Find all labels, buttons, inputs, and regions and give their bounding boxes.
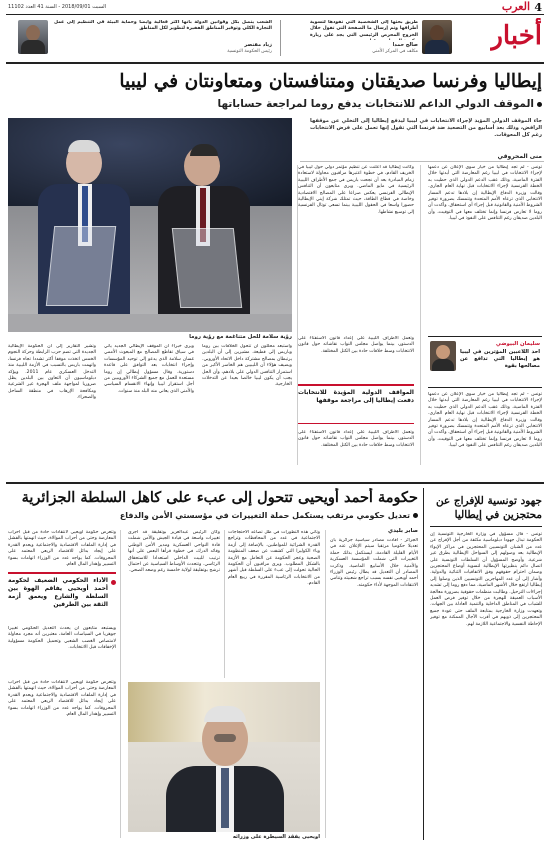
- bullet-icon: [111, 580, 116, 585]
- lead-pullquote: [298, 384, 414, 424]
- second-body-col5: ويستبعد متابعون أن يحدث التعديل الحكومي تغييرا جوهريا في السياسات العامة، معتبرين أنه مجرد محاولة لامتصاص الغضب الشعبي وتحميل الحكومة مسؤولية الإخفاقات قبل الانتخابات.: [8, 626, 116, 651]
- paper-name: العرب: [501, 0, 530, 13]
- columnist-quote: أحد اللاعبين المؤثرين في ليبيا هو إيطاليا التي تدافع عن مصالحها بقوة: [460, 349, 540, 369]
- columnist-avatar: [430, 341, 456, 371]
- lead-subhead-text: الموقف الدولي الداعم للانتخابات يدفع روما لمراجعة حساباتها: [217, 98, 534, 110]
- second-body-col4: وتتعرض حكومة أويحيى لانتقادات حادة من قبل أحزاب المعارضة وحتى من أحزاب الموالاة، حيث اتهمتها بالفشل في إدارة الملفات الاقتصادية والاجتماعية وبعدم القدرة على إيجاد بدائل للاقتصاد الريعي المعتمد على المحروقات. كما يواجه عدد من الوزراء اتهامات بسوء التسيير وإهدار المال العام.: [8, 530, 116, 568]
- name-right: صالح حمدا: [392, 42, 418, 48]
- lead-body-col1: تونس - لم تجد إيطاليا من خيار سوى الإعلان عن دعمها لإجراء الانتخابات في ليبيا رغم المعارضة التي أبدتها خلال الفترة الماضية، وذلك عقب الدعم الدولي الذي حظيت به الخطة الفرنسية لإجراء الانتخابات قبل نهاية العام الجاري. وقالت وزيرة الدفاع الإيطالية إن بلادها تدعم المسار الانتخابي الذي ترعاه الأمم المتحدة وتتمسك بضرورة توفير الشروط الأمنية والقانونية قبل إجراء أي استحقاق. وأكدت أن روما لا تعارض فرنسا وإنما تختلف معها في التوقيت، وأن البلدين صديقان رغم التنافس على النفوذ في ليبيا.: [428, 165, 542, 222]
- quote-left: الشعب يتصل بكل وقوانين الدولة بأنها أكثر فعالية وأيضا وحماية البيئة في التنظيم إلى عمل التجارة الكلي وتوفير المناطق الفقيرة لتطوير لكل المناطق: [54, 20, 272, 32]
- avatar-left: [18, 20, 48, 54]
- lead-byline: منى المحروقي: [497, 153, 542, 160]
- masthead: [0, 0, 550, 14]
- lead-body-col3: وتشير التقارير إلى أن الحكومة الإيطالية الجديدة التي تضم حزب الرابطة وحركة النجوم الخمس اتخذت موقفا أكثر تشددا تجاه فرنسا، واتهمت باريس بالتسبب في الأزمة الليبية منذ التدخل العسكري عام 2011. ويؤكد دبلوماسيون أن التعاون بين البلدين يظل ضروريا لمواجهة ملف الهجرة غير الشرعية ومكافحة الإرهاب في منطقة الساحل والصحراء.: [8, 344, 96, 401]
- second-byline: صابر بليدي: [387, 528, 418, 534]
- avatar-right: [422, 20, 452, 54]
- role-left: رئيس الحكومة التونسية: [227, 49, 272, 54]
- name-left: زياد مقتصر: [244, 42, 272, 48]
- page-number: 4: [534, 1, 542, 14]
- role-right: مكلف في المركز الأمني: [372, 49, 418, 54]
- columnist-name: سليمان البيوضي: [495, 341, 540, 347]
- columnist-box: [428, 336, 542, 388]
- top-strip: [6, 16, 544, 60]
- lead-intro: جاء الموقف الدولي المؤيد لإجراء الانتخابات في ليبيا ليدفع إيطاليا إلى التخلي عن موقفها الرافض، وذلك بعد أسابيع من التصعيد ضد فرنسا التي تقول إنها تعمل على فرض الانتخابات رغم كل المعوقات.: [310, 118, 542, 138]
- bullet-icon: [537, 102, 542, 107]
- second-subhead: [8, 510, 418, 522]
- second-body-col1: الجزائر - أفادت مصادر سياسية جزائرية بأن تعديلا حكوميا مرتقبا سيتم الإعلان عنه في الأيام القليلة القادمة، ليستكمل بذلك حملة التغييرات التي شملت المؤسسة العسكرية والأمنية خلال الأسابيع الماضية. وذكرت المصادر أن التعديل قد يطال رئيس الوزراء أحمد أويحيى نفسه بسبب تراجع شعبيته وتنامي الانتقادات الموجهة لأداء حكومته.: [330, 538, 418, 588]
- second-body-col3: وكان الرئيس عبدالعزيز بوتفليقة قد أجرى تغييرات واسعة في قيادة الجيش والأمن شملت قادة النواحي العسكرية ومدير الأمن الوطني وقائد الدرك، في خطوة قرأها البعض على أنها ترتيب للبيت الداخلي استعدادا للاستحقاق الرئاسي. وتتحدث الأوساط السياسية عن احتمال ترشح بوتفليقة لولاية خامسة رغم وضعه الصحي.: [128, 530, 220, 574]
- lead-pullquote-text: المواقف الدولية المؤيدة للانتخابات دفعت إيطاليا إلى مراجعة موقفها: [298, 389, 414, 404]
- lead-subhead: [8, 97, 542, 111]
- bullet-icon: [413, 513, 418, 518]
- lead-photo: [8, 118, 292, 332]
- second-subhead-text: تعديل حكومي مرتقب يستكمل حملة التغييرات في مؤسستي الأمن والدفاع: [119, 511, 410, 520]
- lead-body-col6: وتعمل الأطراف الليبية على إعداد قانون الاستفتاء على الدستور، بينما يواصل مجلس النواب نقاشاته حول قانون الانتخابات وسط خلافات حادة بين الكتل المختلفة.: [298, 336, 414, 354]
- second-headline: حكومة أحمد أويحيى تتحول إلى عبء على كاهل السلطة الجزائرية: [21, 489, 418, 506]
- quote-right: طريق بحثها إلى الشخصية التي تقودها لتسوية أطرافها وتم إرسال ما الصفحة التي تقول خلال الخروج المحرض الرئيسي التي يجد على زيارة: [310, 20, 418, 38]
- lead-photo-caption: رؤية سلامة للحل متناغمة مع رؤية روما: [189, 334, 292, 340]
- lead-body-col1b: تونس - لم تجد إيطاليا من خيار سوى الإعلان عن دعمها لإجراء الانتخابات في ليبيا رغم المعارضة التي أبدتها خلال الفترة الماضية، وذلك عقب الدعم الدولي الذي حظيت به الخطة الفرنسية لإجراء الانتخابات قبل نهاية العام الجاري. وقالت وزيرة الدفاع الإيطالية إن بلادها تدعم المسار الانتخابي الذي ترعاه الأمم المتحدة وتتمسك بضرورة توفير الشروط الأمنية والقانونية قبل إجراء أي استحقاق. وأكدت أن روما لا تعارض فرنسا وإنما تختلف معها في التوقيت، وأن البلدين صديقان رغم التنافس على النفوذ في ليبيا.: [428, 392, 542, 449]
- side-headline: جهود تونسية للإفراج عن محتجزين في إيطاليا: [435, 495, 542, 521]
- second-pullquote: [8, 572, 116, 622]
- second-photo-caption: أويحيى يفقد السيطرة على وزرائه: [232, 834, 320, 840]
- side-body: تونس - قال مسؤول في وزارة الخارجية التونسية إن الحكومة تبذل جهودا دبلوماسية مكثفة من أجل الإفراج عن عدد من الشبان التونسيين المحتجزين في مراكز الإيواء الإيطالية بعد وصولهم إلى السواحل الإيطالية بطرق غير شرعية. وأوضح المسؤول أن السلطات التونسية على اتصال دائم بنظيرتها الإيطالية لتسوية أوضاع المحتجزين وضمان احترام حقوقهم وفق الاتفاقيات الثنائية والدولية. وأشار إلى أن عدد المهاجرين التونسيين الذين وصلوا إلى إيطاليا ارتفع خلال الأشهر الماضية، مما دفع روما إلى تشديد إجراءات الترحيل. وطالبت منظمات حقوقية بضرورة معالجة الأسباب العميقة للهجرة من خلال توفير فرص العمل للشباب في المناطق الداخلية والتنمية العادلة بين الجهات. وتعهدت وزارة الخارجية بمتابعة الملف حتى عودة جميع المحتجزين إلى ذويهم في أقرب الآجال الممكنة مع توفير الإحاطة النفسية والاجتماعية اللازمة لهم.: [430, 532, 542, 627]
- section-title: أخبار: [490, 21, 542, 51]
- lead-body-col4: ويرى خبراء أن الموقف الإيطالي الجديد يأتي في سياق تقاطع المصالح مع المبعوث الأممي غسان سلامة الذي يدعو إلى توحيد المؤسسات وإجراء انتخابات بعد التوافق على قاعدة دستورية. وقال مسؤول إيطالي إن روما مستعدة للعمل مع جميع الشركاء الأوروبيين من أجل استقرار ليبيا وإنهاء الانقسام السياسي والأمني الذي يعاني منه البلد منذ سنوات.: [104, 344, 194, 394]
- lead-headline: إيطاليا وفرنسا صديقتان ومتنافستان ومتعاونتان في ليبيا: [119, 71, 542, 92]
- lead-body-col2: وكانت إيطاليا قد أعلنت عن تنظيم مؤتمر دولي حول ليبيا في الخريف القادم، في خطوة اعتبرها مراقبون محاولة لاستعادة زمام المبادرة بعد أن نجحت باريس في جمع الأطراف الليبية الرئيسية في مايو الماضي. ويرى متابعون أن التنافس الإيطالي الفرنسي يعكس صراعا على المصالح الاقتصادية وخاصة في قطاع الطاقة، حيث تمتلك شركة إيني الإيطالية حضورا واسعا في الحقول الليبية بينما تسعى توتال الفرنسية إلى توسيع نشاطها.: [298, 165, 414, 215]
- second-pullquote-text: الأداء الحكومي الضعيف لحكومة أحمد أويحيى يفاقم الهوة بين السلطة والشارع ويعمق أزمة الثقة بين الطرفين: [8, 577, 108, 608]
- second-photo: [128, 682, 320, 832]
- lead-body-col5: واستبعد محللون أن تتحول الخلافات بين روما وباريس إلى قطيعة، مشيرين إلى أن البلدين يرتبطان بمصالح مشتركة داخل الاتحاد الأوروبي. ويضيف هؤلاء أن الليبيين هم الخاسر الأكبر من استمرار التنافس الدولي على بلادهم، وأن الحل يجب أن يكون ليبيا خالصا بعيدا عن التدخلات الخارجية.: [202, 344, 292, 388]
- lead-body-col6b: وتعمل الأطراف الليبية على إعداد قانون الاستفتاء على الدستور، بينما يواصل مجلس النواب نقاشاته حول قانون الانتخابات وسط خلافات حادة بين الكتل المختلفة.: [298, 430, 414, 448]
- second-body-col2: وتأتي هذه التطورات في ظل تصاعد الاحتجاجات الاجتماعية في عدد من المحافظات وتراجع القدرة الشرائية للمواطنين، بالإضافة إلى أزمة وباء الكوليرا التي كشفت عن ضعف المنظومة الصحية وعجز الحكومة عن التعامل مع الأزمة بالشكل المطلوب. ويرى مراقبون أن الحكومة الحالية تحولت إلى عبء على السلطة قبل أشهر من الانتخابات الرئاسية المقررة في ربيع العام القادم.: [228, 530, 320, 587]
- date-line: السبت 2018/09/01 - السنة 41 العدد 11102: [8, 4, 106, 10]
- second-body-col4b: وتتعرض حكومة أويحيى لانتقادات حادة من قبل أحزاب المعارضة وحتى من أحزاب الموالاة، حيث اتهمتها بالفشل في إدارة الملفات الاقتصادية والاجتماعية وبعدم القدرة على إيجاد بدائل للاقتصاد الريعي المعتمد على المحروقات. كما يواجه عدد من الوزراء اتهامات بسوء التسيير وإهدار المال العام.: [8, 680, 116, 718]
